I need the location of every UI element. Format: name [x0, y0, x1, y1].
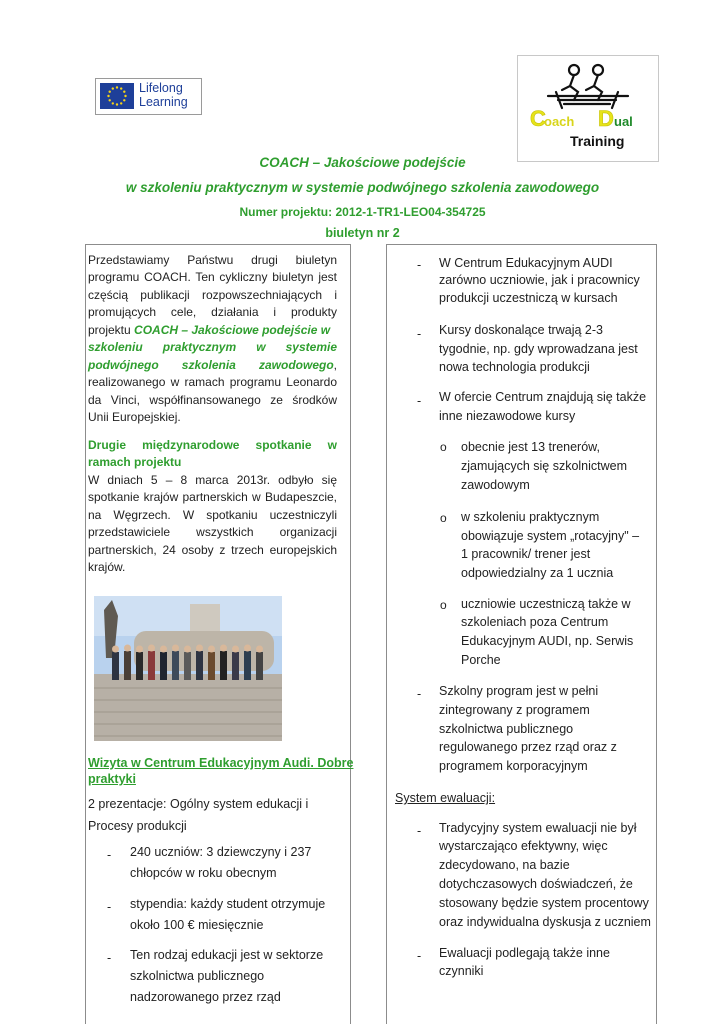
list-item: W Centrum Edukacyjnym AUDI	[439, 256, 613, 270]
list-item: stypendia: każdy student otrzymuje	[130, 897, 326, 911]
dash-bullet: -	[417, 949, 422, 963]
dash-bullet: -	[417, 258, 422, 272]
newsletter-title: COACH – Jakościowe podejście	[259, 155, 466, 170]
svg-text:D: D	[598, 106, 614, 131]
dash-bullet: -	[417, 327, 422, 341]
bulletin-number: biuletyn nr 2	[325, 226, 400, 240]
list-item: Szkolny program jest w pełni	[439, 684, 599, 698]
circle-bullet: o	[440, 440, 447, 454]
eu-flag-icon	[100, 83, 134, 109]
coach-dual-training-logo	[517, 55, 659, 162]
dash-bullet: -	[417, 687, 422, 701]
dash-bullet: -	[107, 951, 112, 965]
sub-list-item: uczniowie uczestniczą także w	[461, 597, 631, 611]
sub-list-item: obecnie jest 13 trenerów,	[461, 440, 600, 454]
list-item: Ewaluacji podlegają także inne	[439, 946, 610, 960]
newsletter-subtitle: w szkoleniu praktycznym w systemie podwójnego szkolenia zawodowego	[125, 180, 600, 195]
list-item: Tradycyjny system ewaluacji nie był	[439, 821, 637, 835]
list-item: W ofercie Centrum znajdują się także	[439, 390, 647, 404]
meeting-heading: Drugie międzynarodowe spotkanie w	[88, 438, 337, 452]
circle-bullet: o	[440, 598, 447, 612]
dash-bullet: -	[107, 848, 112, 862]
dash-bullet: -	[417, 394, 422, 408]
list-item: Kursy doskonalące trwają 2-3	[439, 323, 603, 337]
lifelong-learning-logo	[95, 78, 202, 115]
svg-text:C: C	[530, 106, 546, 131]
project-number: Numer projektu: 2012-1-TR1-LEO04-354725	[239, 205, 486, 219]
dash-bullet: -	[417, 824, 422, 838]
sub-list-item: w szkoleniu praktycznym	[461, 510, 600, 524]
svg-text:oach: oach	[544, 114, 575, 129]
list-item: Ten rodzaj edukacji jest w sektorze	[130, 948, 324, 962]
evaluation-heading: System ewaluacji:	[395, 791, 496, 805]
svg-text:Training: Training	[570, 133, 625, 149]
svg-text:ual: ual	[614, 114, 633, 129]
list-item: 240 uczniów: 3 dziewczyny i 237	[130, 845, 312, 859]
circle-bullet: o	[440, 511, 447, 525]
dash-bullet: -	[107, 900, 112, 914]
group-photo	[94, 596, 282, 741]
project-name-inline: COACH – Jakościowe podejście w	[134, 323, 331, 337]
lifelong-learning-text: Lifelong Learning	[139, 81, 188, 109]
visit-heading: Wizyta w Centrum Edukacyjnym Audi. Dobre	[88, 756, 354, 770]
